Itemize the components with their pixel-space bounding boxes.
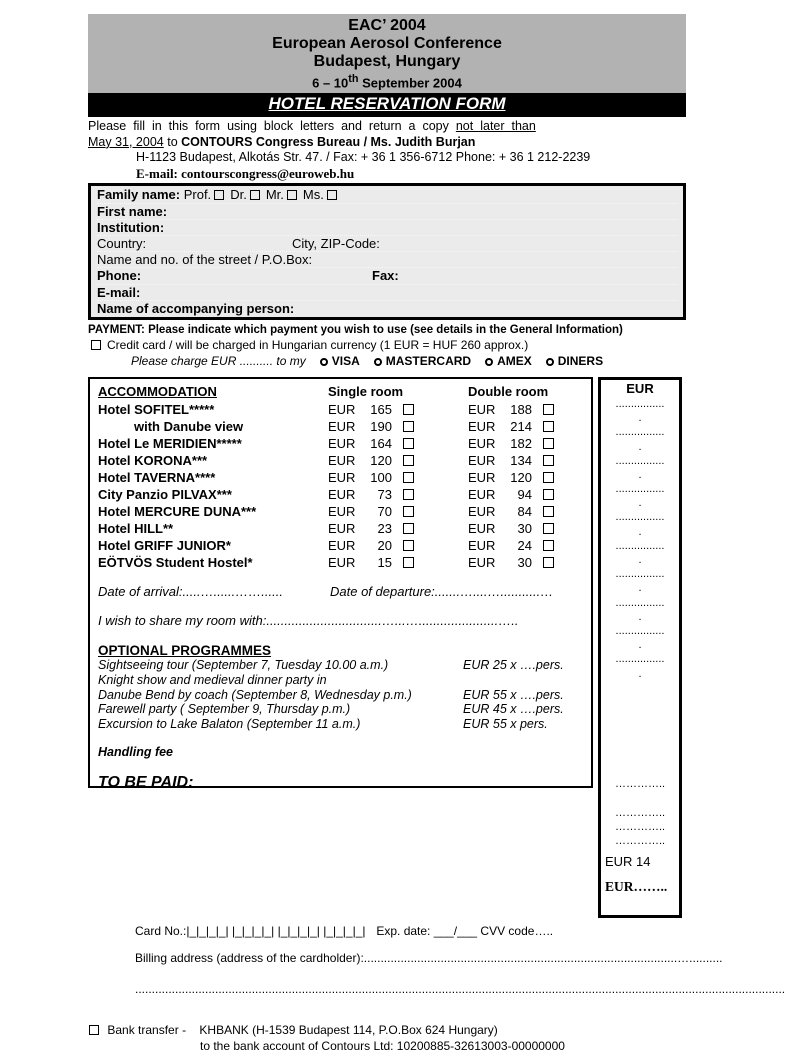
single-price: 190 xyxy=(370,418,392,434)
eur-fill-field[interactable]: . xyxy=(638,582,642,595)
card-number-row xyxy=(88,924,686,938)
deadline-emphasis: not later than xyxy=(455,119,536,134)
double-room-checkbox[interactable] xyxy=(543,540,554,551)
eur-fill-field[interactable]: ................ xyxy=(615,624,665,637)
hotel-name: Hotel GRIFF JUNIOR* xyxy=(98,537,231,553)
single-room-checkbox[interactable] xyxy=(403,523,414,534)
fax-label: Fax: xyxy=(372,268,399,284)
programme-row xyxy=(98,702,583,717)
form-title-banner xyxy=(88,93,686,117)
arrival-date-field[interactable]: Date of arrival:.....…......……...... xyxy=(98,583,283,599)
hotel-row xyxy=(98,503,583,520)
title-option-label: Ms. xyxy=(302,187,324,203)
eur-fill-field[interactable]: ................ xyxy=(615,426,665,439)
programme-row xyxy=(98,688,583,703)
card-brand-option xyxy=(360,354,471,368)
card-brand-radio[interactable] xyxy=(485,358,493,366)
programme-price-field[interactable]: EUR 25 x ….pers. xyxy=(463,657,564,672)
single-room-checkbox[interactable] xyxy=(403,489,414,500)
phone-fax-field[interactable] xyxy=(97,268,677,284)
double-price: 214 xyxy=(510,418,532,434)
double-currency-label: EUR xyxy=(468,537,496,553)
single-room-checkbox[interactable] xyxy=(403,540,414,551)
single-price: 73 xyxy=(377,486,392,502)
hotel-name: with Danube view xyxy=(134,418,244,434)
double-room-header: Double room xyxy=(468,383,549,399)
title-option xyxy=(303,187,343,202)
conference-location: Budapest, Hungary xyxy=(313,53,461,70)
single-price: 70 xyxy=(377,503,392,519)
single-currency-label: EUR xyxy=(328,401,356,417)
credit-card-label: Credit card / will be charged in Hungarian currency (1 EUR = HUF 260 approx.) xyxy=(107,337,529,352)
hotel-row xyxy=(98,486,583,503)
programme-price-field[interactable] xyxy=(463,673,583,688)
card-brand-option xyxy=(471,354,532,368)
double-room-checkbox[interactable] xyxy=(543,557,554,568)
double-currency-label: EUR xyxy=(468,469,496,485)
double-currency-label: EUR xyxy=(468,520,496,536)
eur-fill-field[interactable]: . xyxy=(638,468,642,481)
email-label: E-mail: xyxy=(97,284,141,300)
bank-transfer-checkbox[interactable] xyxy=(89,1025,99,1035)
conference-dates: 6 – 10th September 2004 xyxy=(312,73,462,91)
double-price: 120 xyxy=(510,469,532,485)
to-be-paid-label: TO BE PAID: xyxy=(98,773,194,791)
card-brand-option xyxy=(532,354,603,368)
eur-fill-field[interactable]: . xyxy=(638,554,642,567)
hotel-row xyxy=(98,418,583,435)
bank-transfer-label: Bank transfer xyxy=(107,1022,179,1037)
programme-list xyxy=(98,658,583,732)
credit-card-checkbox[interactable] xyxy=(91,340,101,350)
double-currency-label: EUR xyxy=(468,418,496,434)
double-room-checkbox[interactable] xyxy=(543,404,554,415)
intro-line-1: Please fill in this form using block letters and return a copy not later than xyxy=(88,119,536,134)
hotel-name: City Panzio PILVAX*** xyxy=(98,486,232,502)
credit-card-option xyxy=(88,337,686,353)
eur-fill-field[interactable]: ………….. xyxy=(614,777,666,790)
title-checkbox[interactable] xyxy=(287,190,297,200)
eur-fill-field[interactable]: ................ xyxy=(615,568,665,581)
title-checkbox[interactable] xyxy=(214,190,224,200)
hotel-name: Hotel KORONA*** xyxy=(98,452,208,468)
eur-fill-field[interactable]: ………….. xyxy=(614,820,666,833)
eur-column-header: EUR xyxy=(626,380,654,396)
accompanying-person-field[interactable] xyxy=(97,301,677,316)
bureau-email: E-mail: contourscongress@euroweb.hu xyxy=(136,165,355,181)
single-currency-label: EUR xyxy=(328,520,356,536)
bureau-name: CONTOURS Congress Bureau / Ms. Judith Burjan xyxy=(181,134,476,149)
double-price: 30 xyxy=(517,554,532,570)
eur-fill-field[interactable]: ………….. xyxy=(614,834,666,847)
single-price: 120 xyxy=(370,452,392,468)
handling-fee-label: Handling fee xyxy=(98,744,174,759)
programme-row xyxy=(98,658,583,673)
eur-fill-field[interactable]: ................ xyxy=(615,454,665,467)
single-room-checkbox[interactable] xyxy=(403,506,414,517)
hotel-name: Hotel Le MERIDIEN***** xyxy=(98,435,242,451)
single-room-checkbox[interactable] xyxy=(403,557,414,568)
hotel-name: Hotel MERCURE DUNA*** xyxy=(98,503,257,519)
eur-fill-field[interactable]: . xyxy=(638,667,642,680)
hotel-list xyxy=(98,401,583,571)
programme-label: Sightseeing tour (September 7, Tuesday 10.00 a.m.) xyxy=(98,657,389,672)
billing-address-field[interactable]: Billing address (address of the cardholder):..............................................................................................….......... xyxy=(135,950,723,965)
room-share-field[interactable]: I wish to share my room with:................................…...…......................….. xyxy=(98,612,519,628)
first-name-field[interactable] xyxy=(97,204,677,220)
single-currency-label: EUR xyxy=(328,469,356,485)
double-room-checkbox[interactable] xyxy=(543,472,554,483)
personal-info-box xyxy=(88,183,686,320)
bank-name: KHBANK (H-1539 Budapest 114, P.O.Box 624 Hungary) xyxy=(199,1022,498,1037)
card-brand-options xyxy=(306,354,603,368)
family-name-field[interactable] xyxy=(97,187,677,203)
title-option xyxy=(184,187,230,202)
eur-fill-field[interactable]: . xyxy=(638,440,642,453)
single-price: 20 xyxy=(377,537,392,553)
double-currency-label: EUR xyxy=(468,554,496,570)
single-room-checkbox[interactable] xyxy=(403,472,414,483)
street-label: Name and no. of the street / P.O.Box: xyxy=(97,252,313,268)
payment-heading: PAYMENT: Please indicate which payment you wish to use (see details in the General Information) xyxy=(88,323,623,336)
charge-instruction[interactable]: Please charge EUR .......... to my xyxy=(131,353,306,368)
title-checkbox[interactable] xyxy=(250,190,260,200)
eur-fill-field[interactable]: . xyxy=(638,412,642,425)
optional-programmes-header: OPTIONAL PROGRAMMES xyxy=(98,642,272,658)
double-currency-label: EUR xyxy=(468,452,496,468)
total-amount-field[interactable]: EUR…….. xyxy=(605,878,668,894)
double-price: 30 xyxy=(517,520,532,536)
payment-section xyxy=(88,323,686,370)
conference-title: European Aerosol Conference xyxy=(272,35,502,52)
single-currency-label: EUR xyxy=(328,418,356,434)
title-options xyxy=(184,187,343,202)
country-label: Country: xyxy=(97,235,147,251)
single-price: 165 xyxy=(370,401,392,417)
card-brand-label: MASTERCARD xyxy=(385,353,472,368)
single-currency-label: EUR xyxy=(328,554,356,570)
title-option xyxy=(266,187,303,202)
single-price: 23 xyxy=(377,520,392,536)
accommodation-header-row xyxy=(98,384,583,401)
title-option-label: Prof. xyxy=(183,187,212,203)
double-currency-label: EUR xyxy=(468,503,496,519)
single-price: 15 xyxy=(377,554,392,570)
programme-row xyxy=(98,717,583,732)
single-currency-label: EUR xyxy=(328,452,356,468)
card-brand-radio[interactable] xyxy=(374,358,382,366)
bank-transfer-row xyxy=(88,1022,686,1038)
hotel-row xyxy=(98,401,583,418)
single-room-checkbox[interactable] xyxy=(403,421,414,432)
single-currency-label: EUR xyxy=(328,503,356,519)
accommodation-box xyxy=(88,377,593,791)
programme-label: Excursion to Lake Balaton (September 11 a.m.) xyxy=(98,717,361,732)
eur-fill-field[interactable]: . xyxy=(638,610,642,623)
double-room-checkbox[interactable] xyxy=(543,523,554,534)
card-brand-radio[interactable] xyxy=(320,358,328,366)
single-room-checkbox[interactable] xyxy=(403,438,414,449)
double-currency-label: EUR xyxy=(468,486,496,502)
eur-column-spacer xyxy=(601,681,679,777)
title-option xyxy=(230,187,266,202)
bank-account-line: to the bank account of Contours Ltd: 10200885-32613003-00000000 xyxy=(200,1038,565,1053)
eur-fill-field[interactable]: ................ xyxy=(615,397,665,410)
street-field[interactable] xyxy=(97,252,677,268)
eur-column-spacer xyxy=(601,791,679,806)
hotel-name: Hotel TAVERNA**** xyxy=(98,469,216,485)
double-room-checkbox[interactable] xyxy=(543,438,554,449)
card-number-field[interactable]: Card No.:|_|_|_|_| |_|_|_|_| |_|_|_|_| |_|_|_|_| xyxy=(135,923,366,938)
single-currency-label: EUR xyxy=(328,435,356,451)
programme-row xyxy=(98,673,583,688)
city-zip-label: City, ZIP-Code: xyxy=(292,235,380,251)
conference-name: EAC’ 2004 xyxy=(348,17,426,34)
double-room-checkbox[interactable] xyxy=(543,455,554,466)
card-brand-radio[interactable] xyxy=(546,358,554,366)
single-room-checkbox[interactable] xyxy=(403,455,414,466)
double-currency-label: EUR xyxy=(468,401,496,417)
eur-fill-field[interactable]: ………….. xyxy=(614,806,666,819)
institution-field[interactable] xyxy=(97,220,677,236)
hotel-row xyxy=(98,537,583,554)
email-field[interactable] xyxy=(97,285,677,301)
double-currency-label: EUR xyxy=(468,435,496,451)
deadline-date: May 31, 2004 xyxy=(88,134,164,149)
programme-label: Knight show and medieval dinner party in xyxy=(98,672,327,687)
single-currency-label: EUR xyxy=(328,537,356,553)
eur-fill-field[interactable]: ................ xyxy=(615,653,665,666)
programme-price-field[interactable]: EUR 55 x pers. xyxy=(463,717,548,732)
card-brand-label: VISA xyxy=(331,353,360,368)
exp-date-cvv-field[interactable]: Exp. date: ___/___ CVV code….. xyxy=(376,923,554,938)
institution-label: Institution: xyxy=(97,219,165,235)
form-title: HOTEL RESERVATION FORM xyxy=(268,94,506,114)
eur-fill-field[interactable]: ................ xyxy=(615,539,665,552)
title-checkbox[interactable] xyxy=(327,190,337,200)
card-brand-label: AMEX xyxy=(497,353,532,368)
eur-fill-field[interactable]: ................ xyxy=(615,511,665,524)
card-brand-label: DINERS xyxy=(557,353,604,368)
form-page xyxy=(88,14,785,1054)
eur-fill-field[interactable]: ................ xyxy=(615,483,665,496)
eur-fill-field[interactable]: . xyxy=(638,497,642,510)
hotel-row xyxy=(98,520,583,537)
double-price: 94 xyxy=(517,486,532,502)
double-price: 84 xyxy=(517,503,532,519)
double-price: 182 xyxy=(510,435,532,451)
hotel-row xyxy=(98,435,583,452)
double-room-checkbox[interactable] xyxy=(543,489,554,500)
title-option-label: Dr. xyxy=(230,187,247,203)
phone-label: Phone: xyxy=(97,268,142,284)
double-room-checkbox[interactable] xyxy=(543,421,554,432)
eur-fill-field[interactable]: . xyxy=(638,525,642,538)
programme-price-field[interactable]: EUR 45 x ….pers. xyxy=(463,702,564,717)
hotel-name: Hotel HILL** xyxy=(98,520,174,536)
main-area xyxy=(88,377,686,918)
billing-address-line-2[interactable]: ................................................................................................................................................................................................... xyxy=(135,981,785,996)
handling-fee-amount: EUR 14 xyxy=(605,853,651,869)
eur-bottom-rows xyxy=(601,806,679,848)
single-room-checkbox[interactable] xyxy=(403,404,414,415)
double-price: 134 xyxy=(510,452,532,468)
hotel-row xyxy=(98,554,583,571)
single-price: 164 xyxy=(370,435,392,451)
country-city-field[interactable] xyxy=(97,236,677,252)
hotel-row xyxy=(98,469,583,486)
hotel-row xyxy=(98,452,583,469)
double-price: 24 xyxy=(517,537,532,553)
programme-label: Farewell party ( September 9, Thursday p.m.) xyxy=(98,702,351,717)
charge-line xyxy=(88,353,686,370)
hotel-name: EÖTVÖS Student Hostel* xyxy=(98,554,253,570)
departure-date-field[interactable]: Date of departure:.......…....…...........… xyxy=(330,583,554,599)
programme-label: Danube Bend by coach (September 8, Wednesday p.m.) xyxy=(98,687,412,702)
programme-price-field[interactable]: EUR 55 x ….pers. xyxy=(463,687,564,702)
single-price: 100 xyxy=(370,469,392,485)
intro-line-2: May 31, 2004 to CONTOURS Congress Bureau / Ms. Judith Burjan xyxy=(88,134,476,149)
double-price: 188 xyxy=(510,401,532,417)
accommodation-header: ACCOMMODATION xyxy=(98,383,217,399)
dates-row xyxy=(98,584,583,599)
conference-header xyxy=(88,14,686,93)
accompanying-person-label: Name of accompanying person: xyxy=(97,300,295,316)
single-room-header: Single room xyxy=(328,383,404,399)
hotel-name: Hotel SOFITEL***** xyxy=(98,401,215,417)
eur-amount-column xyxy=(598,377,682,918)
family-name-label: Family name: xyxy=(97,187,181,203)
bureau-address: H-1123 Budapest, Alkotás Str. 47. / Fax: + 36 1 356-6712 Phone: + 36 1 212-2239 xyxy=(136,150,591,165)
bank-transfer-dash: - xyxy=(182,1022,187,1037)
eur-fill-rows xyxy=(601,397,679,681)
eur-fill-field[interactable]: ................ xyxy=(615,596,665,609)
title-option-label: Mr. xyxy=(265,187,284,203)
eur-fill-field[interactable]: . xyxy=(638,639,642,652)
card-brand-option xyxy=(306,354,360,368)
intro-paragraph xyxy=(88,119,686,181)
single-currency-label: EUR xyxy=(328,486,356,502)
double-room-checkbox[interactable] xyxy=(543,506,554,517)
first-name-label: First name: xyxy=(97,203,168,219)
